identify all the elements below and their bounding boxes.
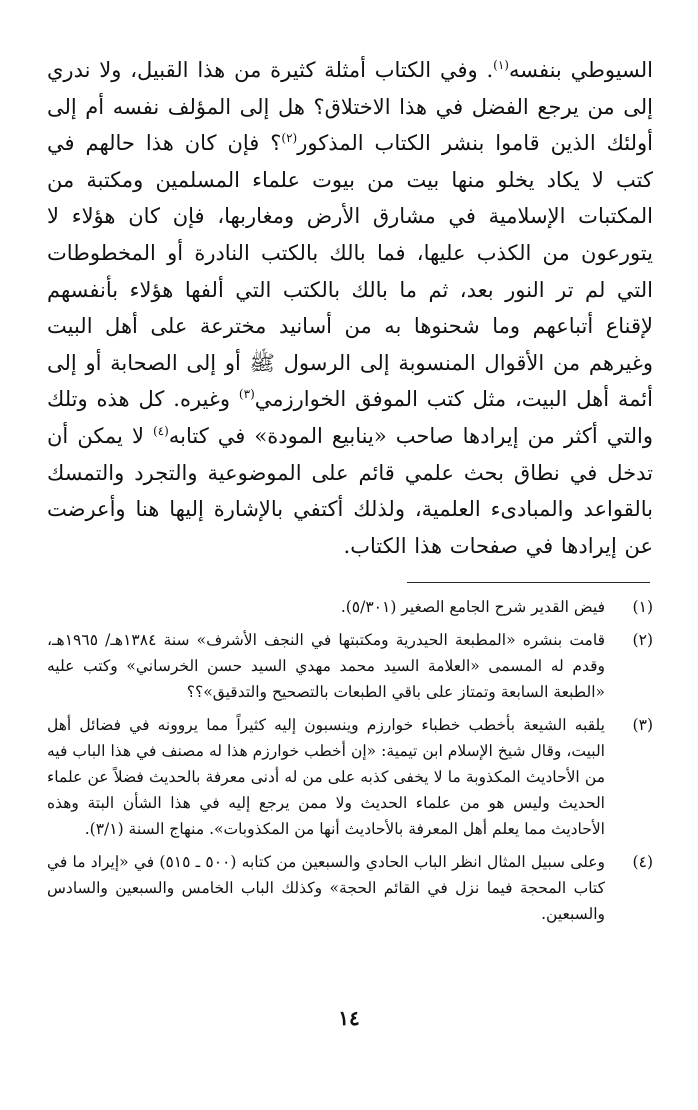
footnote-text-1: فيض القدير شرح الجامع الصغير (٥/٣٠١). — [340, 598, 605, 616]
footnote-ref-3[interactable]: (٣) — [238, 387, 255, 402]
footnote-2 — [47, 627, 653, 705]
footnote-ref-2[interactable]: (٢) — [281, 131, 298, 146]
footnote-4 — [47, 849, 653, 927]
body-text-part-5: لا يمكن أن تدخل في نطاق بحث علمي قائم على الموضوعية والتجرد والتمسك بالقواعد والمبادىء العلمية، ولذلك أكتفي بالإشارة إليها هنا وأعرضت عن إيرادها في صفحات هذا الكتاب. — [47, 423, 653, 558]
footnote-number-1: (١) — [632, 598, 653, 616]
body-paragraph — [47, 52, 653, 564]
footnote-divider — [407, 582, 650, 583]
body-text-part-1: السيوطي بنفسه — [508, 58, 653, 82]
footnote-1 — [47, 594, 653, 620]
footnote-ref-1[interactable]: (١) — [493, 58, 509, 72]
footnote-text-4: وعلى سبيل المثال انظر الباب الحادي والسبعين من كتابه (٥٠٠ ـ ٥١٥) في «إيراد ما في كتاب المحجة فيما نزل في القائم الحجة» وكذلك الباب الخامس والسبعين والسادس والسبعين. — [47, 853, 605, 923]
footnote-text-2: قامت بنشره «المطبعة الحيدرية ومكتبتها في النجف الأشرف» سنة ١٣٨٤هـ/ ١٩٦٥هـ، وقدم له المسمى «العلامة السيد محمد مهدي السيد حسن الخرساني» وكتب عليه «الطبعة السابعة وتمتاز على باقي الطبعات بالتصحيح والتدقيق»؟؟ — [47, 631, 605, 701]
body-text-part-3: ؟ فإن كان هذا حالهم في كتب لا يكاد يخلو منها بيت من بيوت علماء المسلمين ومكتبة من المكتبات الإسلامية في مشارق الأرض ومغاربها، فإن كان هؤلاء لا يتورعون من الكذب عليها، فما بالك بالكتب النادرة أو المخطوطات التي لم تر النور بعد، ثم ما بالك بالكتب التي ألفها هؤلاء بأنفسهم لإقناع أتباعهم وما شحنوها به من أسانيد مخترعة على أهل البيت وغيرهم من الأقوال المنسوبة إلى الرسول ﷺ أو إلى الصحابة أو إلى أئمة أهل البيت، مثل كتب الموفق الخوارزمي — [47, 131, 653, 412]
page-number: ١٤ — [338, 1006, 360, 1030]
footnote-ref-4[interactable]: (٤) — [153, 423, 169, 438]
footnote-number-3: (٣) — [632, 716, 653, 734]
footnote-number-4: (٤) — [632, 853, 653, 871]
footnote-text-3: يلقبه الشيعة بأخطب خطباء خوارزم وينسبون إليه كثيراً مما يروونه في فضائل أهل البيت، وقال شيخ الإسلام ابن تيمية: «إن أخطب خوارزم هذا له مصنف في هذا الباب فيه من الأحاديث المكذوبة ما لا يخفى كذبه على من له أدنى معرفة بالحديث فضلاً عن علماء الحديث وليس هو من علماء الحديث ولا ممن يرجع إليه في هذا الشأن البتة وهذه الأحاديث مما يعلم أهل المعرفة بالأحاديث أنها من المكذوبات». منهاج السنة (٣/١). — [47, 716, 605, 838]
footnote-3 — [47, 712, 653, 842]
body-text-part-4: وغيره. كل هذه وتلك والتي أكثر من إيرادها صاحب «ينابيع المودة» في كتابه — [47, 387, 654, 448]
footnotes-section — [47, 594, 653, 934]
footnote-number-2: (٢) — [632, 631, 653, 649]
body-text-part-2: . وفي الكتاب أمثلة كثيرة من هذا القبيل، ولا ندري إلى من يرجع الفضل في هذا الاختلاق؟ هل إلى المؤلف نفسه أم إلى أولئك الذين قاموا بنشر الكتاب المذكور — [47, 58, 653, 156]
